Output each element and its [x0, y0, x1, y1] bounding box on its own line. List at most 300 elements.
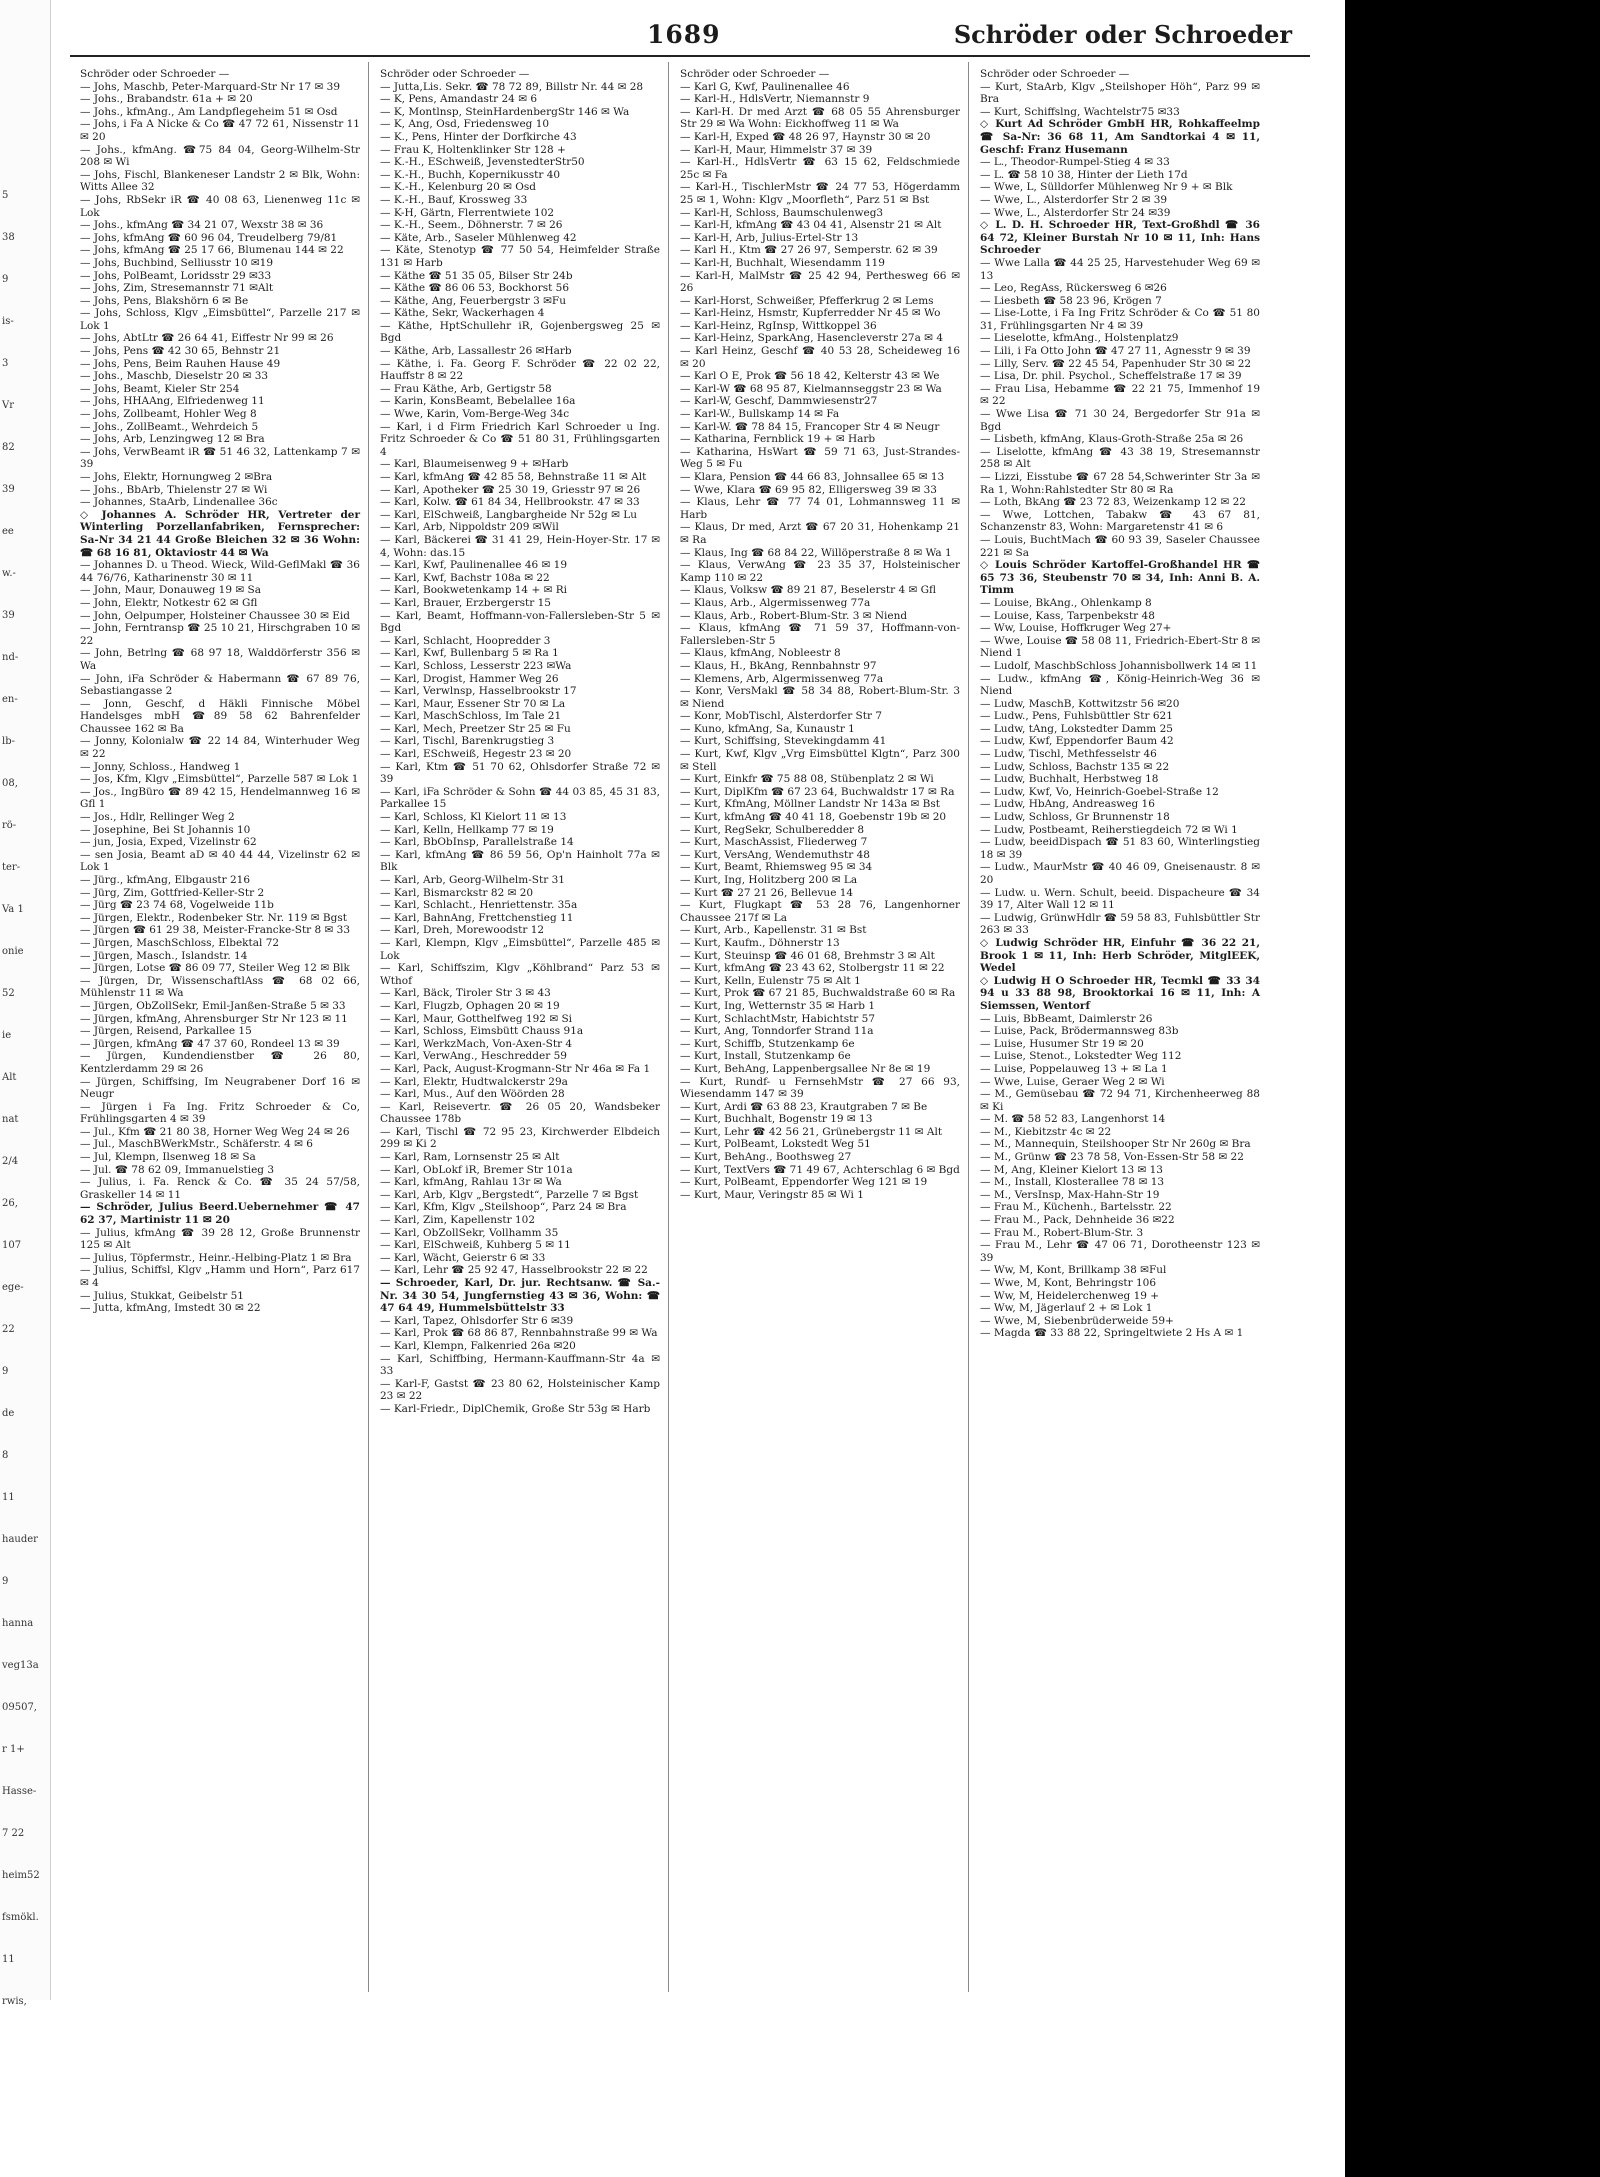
directory-entry: — M., Grünw ☎ 23 78 58, Von-Essen-Str 58 ✉ 22 [980, 1151, 1244, 1164]
directory-entry: — Kurt, BehAng, Lappenbergsallee Nr 8e ✉ 19 [680, 1062, 931, 1075]
directory-entry: — Karl, Bäckerei ☎ 31 41 29, Hein-Hoyer-Str. 17 ✉ 4, Wohn: das.15 [380, 533, 660, 559]
directory-entry: — Käte, Arb., Saseler Mühlenweg 42 [380, 231, 577, 244]
previous-page-fragment: 39 [2, 610, 15, 621]
directory-entry: — Lili, i Fa Otto John ☎ 47 27 11, Agnesstr 9 ✉ 39 [980, 345, 1251, 358]
previous-page-fragment: 2/4 [2, 1156, 19, 1167]
directory-entry: — Jürg ☎ 23 74 68, Vogelweide 11b [80, 899, 274, 912]
directory-entry: — Karl, Arb, Nippoldstr 209 ✉Wil [380, 521, 559, 534]
directory-entry: — Louise, BkAng., Ohlenkamp 8 [980, 596, 1152, 609]
directory-entry: — Ludw, Tischl, Methfesselstr 46 [980, 748, 1157, 761]
previous-page-fragment: 09507, [2, 1702, 37, 1713]
directory-entry: — Johs, Elektr, Hornungweg 2 ✉Bra [80, 471, 273, 483]
previous-page-fragment: 38 [2, 232, 15, 243]
directory-entry: — Karl, Kelln, Hellkamp 77 ✉ 19 [380, 823, 554, 836]
directory-entry: — Lise-Lotte, i Fa Ing Fritz Schröder & Co ☎ 51 80 31, Frühlingsgarten Nr 4 ✉ 39 [980, 307, 1260, 332]
directory-entry: — Wwe Lisa ☎ 71 30 24, Bergedorfer Str 91a ✉ Bgd [980, 408, 1260, 433]
directory-entry: — Jürgen, ObZollSekr, Emil-Janßen-Straße 5 ✉ 33 [80, 999, 346, 1012]
previous-page-fragment: 3 [2, 358, 9, 369]
directory-entry: — Karl, Verwlnsp, Hasselbrookstr 17 [380, 685, 577, 698]
directory-entry: — Karin, KonsBeamt, Bebelallee 16a [380, 395, 576, 408]
directory-entry: — Jul. ☎ 78 62 09, Immanuelstieg 3 [80, 1163, 275, 1176]
directory-page [62, 0, 1344, 2000]
directory-entry: — Jürgen, Kundendienstber ☎ 26 80, Kentzlerdamm 29 ✉ 26 [80, 1050, 360, 1075]
directory-entry: — Luis, BbBeamt, Daimlerstr 26 [980, 1012, 1153, 1025]
directory-entry: — Karl, Apotheker ☎ 25 30 19, Griesstr 97 ✉ 26 [380, 483, 641, 496]
previous-page-fragment: w.- [2, 568, 16, 579]
directory-entry: — Karl, Beamt, Hoffmann-von-Fallersleben-Str 5 ✉ Bgd [380, 609, 660, 635]
directory-entry: — Johs, i Fa A Nicke & Co ☎ 47 72 61, Nissenstr 11 ✉ 20 [80, 118, 360, 143]
directory-entry: — Ludw, tAng, Lokstedter Damm 25 [980, 722, 1173, 735]
directory-entry: — Karl-H., TischlerMstr ☎ 24 77 53, Högerdamm 25 ✉ 1, Wohn: Klgv „Moorfleth“, Parz 51 ✉ Bst [680, 181, 960, 206]
directory-entry: — Johs., kfmAng., Am Landpflegeheim 51 ✉ Osd [80, 105, 338, 118]
directory-entry: — Jutta, kfmAng, Imstedt 30 ✉ 22 [80, 1302, 261, 1315]
directory-entry: — K, Ang, Osd, Friedensweg 10 [380, 118, 550, 131]
directory-entry: — Kurt, Kelln, Eulenstr 75 ✉ Alt 1 [680, 974, 861, 987]
directory-entry: — Kurt, MaschAssist, Fliederweg 7 [680, 836, 868, 849]
directory-entry: — Karl-Heinz, RgInsp, Wittkoppel 36 [680, 319, 877, 332]
directory-entry: — Katharina, Fernblick 19 + ✉ Harb [680, 433, 876, 446]
directory-entry: — Klaus, Volksw ☎ 89 21 87, Beselerstr 4 ✉ Gfl [680, 584, 936, 597]
previous-page-fragment: nat [2, 1114, 19, 1125]
directory-entry: — Kurt, Ing, Wetternstr 35 ✉ Harb 1 [680, 999, 875, 1012]
directory-entry: — Ludw., Pens, Fuhlsbüttler Str 621 [980, 710, 1173, 723]
directory-entry: — Johannes D. u Theod. Wieck, Wild-GeflMakl ☎ 36 44 76/76, Katharinenstr 30 ✉ 11 [80, 559, 360, 584]
directory-entry: — Karl-Horst, Schweißer, Pfefferkrug 2 ✉ Lems [680, 294, 934, 307]
directory-entry: — Karl, Maur, Essener Str 70 ✉ La [380, 697, 566, 710]
directory-entry: — Karl, Kfm, Klgv „Steilshoop“, Parz 24 ✉ Bra [380, 1201, 627, 1214]
directory-entry: — Karl-W ☎ 68 95 87, Kielmannseggstr 23 ✉ Wa [680, 382, 942, 395]
directory-entry: — Karl, Elektr, Hudtwalckerstr 29a [380, 1075, 568, 1088]
directory-entry: — Jos, Kfm, Klgv „Eimsbüttel“, Parzelle 587 ✉ Lok 1 [80, 773, 359, 786]
directory-entry: — Karl, WerkzMach, Von-Axen-Str 4 [380, 1037, 573, 1050]
directory-entry: — Lisa, Dr. phil. Psychol., Scheffelstraße 17 ✉ 39 [980, 370, 1242, 383]
previous-page-fragment: 9 [2, 274, 9, 285]
directory-entry: — Karl, Bismarckstr 82 ✉ 20 [380, 886, 534, 899]
previous-page-fragment: 107 [2, 1240, 22, 1251]
previous-page-fragment: hanna [2, 1618, 34, 1629]
directory-entry: ◇ Kurt Ad Schröder GmbH HR, Rohkaffeelmp ☎ Sa-Nr: 36 68 11, Am Sandtorkai 4 ✉ 11, Geschf: Franz Husemann [980, 118, 1260, 156]
directory-entry: — Karl, VerwAng., Heschredder 59 [380, 1050, 567, 1063]
directory-entry: — Wwe, L., Alsterdorfer Str 2 ✉ 39 [980, 193, 1168, 206]
column-divider [368, 62, 369, 1992]
directory-entry: — Ludw, beeidDispach ☎ 51 83 60, Winterlingstieg 18 ✉ 39 [980, 836, 1260, 861]
previous-page-fragment: 39 [2, 484, 15, 495]
directory-entry: — Karl, Ram, Lornsenstr 25 ✉ Alt [380, 1151, 560, 1164]
previous-page-fragment: de [2, 1408, 15, 1419]
directory-entry: — Louis, BuchtMach ☎ 60 93 39, Saseler Chaussee 221 ✉ Sa [980, 533, 1260, 559]
directory-entry: — Lilly, Serv. ☎ 22 45 54, Papenhuder Str 30 ✉ 22 [980, 357, 1252, 370]
directory-entry: — Karl, Kolw. ☎ 61 84 34, Hellbrookstr. 47 ✉ 33 [380, 496, 640, 509]
directory-entry: — Johs., ZollBeamt., Wehrdeich 5 [80, 420, 259, 433]
directory-entry: — Kurt, Lehr ☎ 42 56 21, Grünebergstr 11 ✉ Alt [680, 1125, 943, 1138]
directory-entry: — K.-H., Buchh, Kopernikusstr 40 [380, 168, 561, 181]
directory-entry: — Wwe, Klara ☎ 69 95 82, Elligersweg 39 ✉ 33 [680, 483, 937, 496]
directory-entry: — Kuno, kfmAng, Sa, Kunaustr 1 [680, 722, 855, 735]
directory-entry: — Ludw, MaschB, Kottwitzstr 56 ✉20 [980, 697, 1180, 710]
previous-page-fragment: fsmökl. [2, 1912, 39, 1923]
directory-entry: — Kurt, Schiffsing, Stevekingdamm 41 [680, 735, 887, 748]
directory-entry: — Kurt, Maur, Veringstr 85 ✉ Wi 1 [680, 1188, 864, 1201]
directory-entry: — Karl-H, Exped ☎ 48 26 97, Haynstr 30 ✉ 20 [680, 130, 931, 143]
directory-entry: — Karl O E, Prok ☎ 56 18 42, Kelterstr 43 ✉ We [680, 370, 940, 383]
directory-entry: — Karl H., Ktm ☎ 27 26 97, Semperstr. 62 ✉ 39 [680, 244, 938, 257]
directory-entry: — Luise, Husumer Str 19 ✉ 20 [980, 1037, 1144, 1050]
directory-entry: — Jos., IngBüro ☎ 89 42 15, Hendelmannweg 16 ✉ Gfl 1 [80, 785, 360, 811]
directory-entry: — Ludw, Kwf, Vo, Heinrich-Goebel-Straße 12 [980, 785, 1219, 798]
previous-page-fragment: 26, [2, 1198, 18, 1209]
previous-page-fragment: 11 [2, 1492, 15, 1503]
directory-entry: — Kurt, StaArb, Klgv „Steilshoper Höh“, Parz 99 ✉ Bra [980, 80, 1260, 106]
previous-page-fragment: onie [2, 946, 24, 957]
directory-entry: — Jürgen, kfmAng ☎ 47 37 60, Rondeel 13 ✉ 39 [80, 1037, 340, 1050]
directory-entry: — Kurt, Beamt, Rhiemsweg 95 ✉ 34 [680, 861, 873, 874]
directory-column-3 [680, 68, 960, 1201]
previous-page-fragment: nd- [2, 652, 19, 663]
directory-entry: — Karl, Klempn, Falkenried 26a ✉20 [380, 1339, 576, 1352]
directory-entry: — Karl, Tischl, Barenkrugstieg 3 [380, 735, 555, 748]
directory-entry: — Johs, Buchbind, Selliusstr 10 ✉19 [80, 256, 274, 269]
directory-entry: — M, Ang, Kleiner Kielort 13 ✉ 13 [980, 1163, 1163, 1176]
directory-entry: — Käthe, HptSchullehr iR, Gojenbergsweg 25 ✉ Bgd [380, 319, 660, 345]
directory-entry: — Kurt, Install, Stutzenkamp 6e [680, 1050, 851, 1063]
previous-page-fragment: 8 [2, 1450, 9, 1461]
directory-entry: — Karl, Schloss, Kl Kielort 11 ✉ 13 [380, 811, 567, 824]
directory-entry: — Karl-Friedr., DiplChemik, Große Str 53g ✉ Harb [380, 1402, 651, 1415]
directory-entry: — Kurt ☎ 27 21 26, Bellevue 14 [680, 886, 854, 899]
directory-entry: — Ww, Louise, Hoffkruger Weg 27+ [980, 622, 1172, 635]
directory-entry: — K.-H., ESchweiß, JevenstedterStr50 [380, 156, 585, 169]
directory-entry: — Johs, VerwBeamt iR ☎ 51 46 32, Lattenkamp 7 ✉ 39 [80, 445, 360, 471]
directory-entry: — Karl-Heinz, SparkAng, Hasencleverstr 27a ✉ 4 [680, 332, 944, 345]
directory-entry: — Karl, Dreh, Morewoodstr 12 [380, 924, 545, 937]
directory-entry: — Frau M., Lehr ☎ 47 06 71, Dorotheenstr 123 ✉ 39 [980, 1239, 1260, 1264]
directory-entry: — Wwe, Lottchen, Tabakw ☎ 43 67 81, Schanzenstr 83, Wohn: Margaretenstr 41 ✉ 6 [980, 508, 1260, 534]
directory-entry: — Kurt, PolBeamt, Lokstedt Weg 51 [680, 1138, 871, 1151]
previous-page-fragment: Va 1 [2, 904, 24, 915]
previous-page-fragment: is- [2, 316, 14, 327]
column-divider [968, 62, 969, 1992]
directory-entry: — Kurt, RegSekr, Schulberedder 8 [680, 823, 865, 836]
previous-page-fragment: 22 [2, 1324, 15, 1335]
directory-entry: — Johannes, StaArb, Lindenallee 36c [80, 496, 278, 509]
directory-entry: — Käthe, Sekr, Wackerhagen 4 [380, 307, 545, 320]
directory-entry: — Schröder, Julius Beerd.Uebernehmer ☎ 47 62 37, Martinistr 11 ✉ 20 [80, 1201, 360, 1227]
directory-entry: — Ludolf, MaschbSchloss Johannisbollwerk 14 ✉ 11 [980, 659, 1258, 672]
directory-entry: — Jul, Klempn, Ilsenweg 18 ✉ Sa [80, 1151, 256, 1164]
directory-entry: — Jonny, Schloss., Handweg 1 [80, 760, 241, 773]
directory-entry: — K-H, Gärtn, Flerrentwiete 102 [380, 206, 555, 219]
directory-entry: — Karl, ElSchweiß, Langbargheide Nr 52g ✉ Lu [380, 508, 637, 521]
directory-entry: — Karl, Mus., Auf den Wöörden 28 [380, 1088, 565, 1101]
directory-entry: — Leo, RegAss, Rückersweg 6 ✉26 [980, 282, 1167, 295]
directory-entry: — Johs, Zollbeamt, Hohler Weg 8 [80, 408, 257, 421]
directory-entry: — Jürgen, Masch., Islandstr. 14 [80, 949, 248, 962]
directory-entry: — Wwe, Karin, Vom-Berge-Weg 34c [380, 408, 570, 421]
directory-entry: — Kurt, Ardi ☎ 63 88 23, Krautgraben 7 ✉ Be [680, 1100, 928, 1113]
directory-entry: — Jürgen, Reisend, Parkallee 15 [80, 1025, 252, 1038]
directory-entry: — K.-H., Bauf, Krossweg 33 [380, 193, 528, 206]
directory-column-4 [980, 68, 1260, 1340]
directory-entry: — Karl, Mech, Preetzer Str 25 ✉ Fu [380, 722, 571, 735]
directory-entry: — Jutta,Lis. Sekr. ☎ 78 72 89, Billstr Nr. 44 ✉ 28 [380, 80, 644, 93]
directory-entry: — Kurt, Einkfr ☎ 75 88 08, Stübenplatz 2 ✉ Wi [680, 773, 934, 786]
directory-entry: — Karl, ObZollSekr, Vollhamm 35 [380, 1226, 559, 1239]
directory-entry: — Wwe, L, Sülldorfer Mühlenweg Nr 9 + ✉ Blk [980, 181, 1233, 194]
directory-entry: — Klaus, VerwAng ☎ 23 35 37, Holsteinischer Kamp 110 ✉ 22 [680, 559, 960, 584]
directory-entry: — Jürg, Zim, Gottfried-Keller-Str 2 [80, 886, 265, 899]
directory-entry: — Klara, Pension ☎ 44 66 83, Johnsallee 65 ✉ 13 [680, 471, 945, 483]
directory-entry: — Karl, Drogist, Hammer Weg 26 [380, 672, 559, 685]
directory-entry: — Karl-H., HdlsVertr ☎ 63 15 62, Feldschmiede 25c ✉ Fa [680, 156, 960, 181]
directory-entry: — Wwe, L., Alsterdorfer Str 24 ✉39 [980, 206, 1171, 219]
directory-entry: — Klaus, Dr med, Arzt ☎ 67 20 31, Hohenkamp 21 ✉ Ra [680, 521, 960, 546]
directory-entry: — M., Mannequin, Steilshooper Str Nr 260g ✉ Bra [980, 1138, 1251, 1151]
directory-entry: — Frau M., Robert-Blum-Str. 3 [980, 1226, 1144, 1239]
directory-entry: — Karl, Blaumeisenweg 9 + ✉Harb [380, 458, 569, 471]
column-heading: Schröder oder Schroeder — [680, 68, 830, 80]
directory-column-2 [380, 68, 660, 1416]
directory-entry: — K, Montlnsp, SteinHardenbergStr 146 ✉ Wa [380, 105, 630, 118]
directory-entry: — Karl, Klempn, Klgv „Eimsbüttel“, Parzelle 485 ✉ Lok [380, 936, 660, 962]
previous-page-fragment: ee [2, 526, 14, 537]
directory-entry: — Johs., kfmAng. ☎75 84 04, Georg-Wilhelm-Str 208 ✉ Wi [80, 143, 360, 169]
previous-page-fragment: hauder [2, 1534, 38, 1545]
directory-entry: — Kurt, Steuinsp ☎ 46 01 68, Brehmstr 3 ✉ Alt [680, 949, 935, 962]
directory-entry: — Ludw, Schloss, Bachstr 135 ✉ 22 [980, 760, 1170, 773]
directory-entry: — Klaus, Lehr ☎ 77 74 01, Lohmannsweg 11 ✉ Harb [680, 496, 960, 521]
previous-page-fragment: 9 [2, 1576, 9, 1587]
directory-entry: — Julius, Töpfermstr., Heinr.-Helbing-Platz 1 ✉ Bra [80, 1251, 352, 1264]
directory-entry: — Jürgen, Dr, WissenschaftlAss ☎ 68 02 66, Mühlenstr 11 ✉ Wa [80, 974, 360, 1000]
directory-entry: — Kurt, Kaufm., Döhnerstr 13 [680, 936, 840, 949]
directory-entry: — Karl, Arb, Klgv „Bergstedt“, Parzelle 7 ✉ Bgst [380, 1188, 639, 1201]
directory-entry: — Kurt, kfmAng ☎ 40 41 18, Goebenstr 19b ✉ 20 [680, 811, 947, 824]
directory-entry: — Karl, Tischl ☎ 72 95 23, Kirchwerder Elbdeich 299 ✉ Ki 2 [380, 1125, 660, 1151]
directory-entry: — Lieselotte, kfmAng., Holstenplatz9 [980, 332, 1179, 345]
directory-entry: — Louise, Kass, Tarpenbekstr 48 [980, 609, 1155, 622]
previous-page-edge [0, 0, 51, 2007]
directory-entry: — Kurt, SchlachtMstr, Habichtstr 57 [680, 1012, 876, 1025]
directory-entry: — Johs, Pens, Blakshörn 6 ✉ Be [80, 294, 249, 307]
directory-entry: — Käthe, Ang, Feuerbergstr 3 ✉Fu [380, 294, 566, 307]
directory-entry: ◇ L. D. H. Schroeder HR, Text-Großhdl ☎ 36 64 72, Kleiner Burstah Nr 10 ✉ 11, Inh: Hans Schroeder [980, 219, 1260, 257]
column-heading: Schröder oder Schroeder — [80, 68, 230, 80]
directory-entry: — Karl-H. Dr med Arzt ☎ 68 05 55 Ahrensburger Str 29 ✉ Wa Wohn: Eickhoffweg 11 ✉ Wa [680, 105, 960, 131]
directory-entry: — Karl, Reisevertr. ☎ 26 05 20, Wandsbeker Chaussee 178b [380, 1100, 660, 1126]
directory-entry: — K.-H., Kelenburg 20 ✉ Osd [380, 181, 536, 194]
directory-entry: — Kurt, Schiffslng, Wachtelstr75 ✉33 [980, 105, 1180, 118]
directory-entry: — Jürgen, kfmAng, Ahrensburger Str Nr 123 ✉ 11 [80, 1012, 348, 1025]
previous-page-fragment: rwis, [2, 1996, 27, 2007]
directory-entry: — Karl, ObLokf iR, Bremer Str 101a [380, 1163, 573, 1176]
directory-entry: — Käthe, Arb, Lassallestr 26 ✉Harb [380, 345, 572, 358]
directory-entry: — Jos., Hdlr, Rellinger Weg 2 [80, 811, 235, 824]
column-divider [668, 62, 669, 1992]
page-number: 1689 [647, 20, 721, 49]
previous-page-fragment: 52 [2, 988, 15, 999]
scan-border [1345, 0, 1600, 2177]
directory-entry: — Johs., Maschb, Dieselstr 20 ✉ 33 [80, 370, 269, 383]
directory-entry: ◇ Louis Schröder Kartoffel-Großhandel HR ☎ 65 73 36, Steubenstr 70 ✉ 34, Inh: Anni B. A. Timm [980, 559, 1260, 597]
directory-entry: — Karl, Ktm ☎ 51 70 62, Ohlsdorfer Straße 72 ✉ 39 [380, 760, 660, 786]
directory-entry: — Karl, i d Firm Friedrich Karl Schroeder u Ing. Fritz Schroeder & Co ☎ 51 80 31, Frühlingsgarten 4 [380, 420, 660, 458]
directory-entry: — Karl-H, kfmAng ☎ 43 04 41, Alsenstr 21 ✉ Alt [680, 219, 942, 232]
directory-entry: — Karl, Maur, Gotthelfweg 192 ✉ Si [380, 1012, 573, 1025]
directory-entry: — Klaus, Arb., Robert-Blum-Str. 3 ✉ Niend [680, 609, 908, 622]
directory-entry: — Johs, Schloss, Klgv „Eimsbüttel“, Parzelle 217 ✉ Lok 1 [80, 307, 360, 332]
directory-entry: — Kurt, Ing, Holitzberg 200 ✉ La [680, 874, 858, 886]
directory-entry: — Wwe Lalla ☎ 44 25 25, Harvestehuder Weg 69 ✉ 13 [980, 256, 1260, 282]
directory-entry: — Johs., BbArb, Thielenstr 27 ✉ Wi [80, 483, 268, 496]
directory-entry: — Karl, Schiffszim, Klgv „Köhlbrand“ Parz 53 ✉ Wthof [380, 962, 660, 987]
previous-page-fragment: 08, [2, 778, 18, 789]
directory-entry: ◇ Johannes A. Schröder HR, Vertreter der Winterling Porzellanfabriken, Fernsprecher: Sa-Nr 34 21 44 Große Bleichen 32 ✉ 36 Wohn: ☎ 68 16 81, Oktaviostr 44 ✉ Wa [80, 508, 360, 559]
directory-entry: — Johs, PolBeamt, Loridsstr 29 ✉33 [80, 269, 272, 282]
directory-entry: — Karl, Arb, Georg-Wilhelm-Str 31 [380, 874, 565, 886]
directory-entry: — Karl, Bäck, Tiroler Str 3 ✉ 43 [380, 987, 551, 1000]
previous-page-fragment: 82 [2, 442, 15, 453]
directory-entry: — Jonn, Geschf, d Häkli Finnische Möbel Handelsges mbH ☎89 58 62 Bahrenfelder Chaussee 162 ✉ Ba [80, 697, 360, 735]
directory-entry: — Käte, Stenotyp ☎ 77 50 54, Heimfelder Straße 131 ✉ Harb [380, 244, 660, 269]
directory-entry: — Karl, Tapez, Ohlsdorfer Str 6 ✉39 [380, 1314, 574, 1327]
directory-entry: — jun, Josia, Exped, Vizelinstr 62 [80, 836, 257, 849]
directory-entry: — Karl, Schlacht, Hoopredder 3 [380, 634, 551, 647]
previous-page-fragment: r 1+ [2, 1744, 25, 1755]
directory-entry: — Katharina, HsWart ☎ 59 71 63, Just-Strandes-Weg 5 ✉ Fu [680, 445, 960, 471]
directory-entry: — Jürgen, MaschSchloss, Elbektal 72 [80, 936, 280, 949]
directory-entry: — Klaus, kfmAng ☎ 71 59 37, Hoffmann-von-Fallersleben-Str 5 [680, 622, 960, 647]
directory-entry: — Karl, Schloss, Eimsbütt Chauss 91a [380, 1025, 584, 1038]
directory-entry: — Wwe, M, Siebenbrüderweide 59+ [980, 1314, 1174, 1327]
previous-page-fragment: 11 [2, 1954, 15, 1965]
directory-entry: — Kurt, Arb., Kapellenstr. 31 ✉ Bst [680, 924, 867, 937]
directory-entry: — Luise, Poppelauweg 13 + ✉ La 1 [980, 1062, 1168, 1075]
directory-entry: — Jürgen, Lotse ☎ 86 09 77, Steiler Weg 12 ✉ Blk [80, 962, 350, 975]
directory-entry: — Kurt, KfmAng, Möllner Landstr Nr 143a ✉ Bst [680, 798, 941, 811]
directory-entry: — Ww, M, Kont, Brillkamp 38 ✉Ful [980, 1264, 1167, 1277]
directory-entry: — Karl-W, Geschf, Dammwiesenstr27 [680, 395, 878, 408]
directory-entry: — Karl, iFa Schröder & Sohn ☎ 44 03 85, 45 31 83, Parkallee 15 [380, 785, 660, 811]
directory-entry: — K, Pens, Amandastr 24 ✉ 6 [380, 93, 538, 106]
directory-entry: — Johs, kfmAng ☎ 25 17 66, Blumenau 144 ✉ 22 [80, 244, 344, 257]
directory-entry: — Klemens, Arb, Algermissenweg 77a [680, 672, 884, 685]
directory-entry: — Karl-H, Schloss, Baumschulenweg3 [680, 206, 884, 219]
directory-entry: — Käthe ☎ 51 35 05, Bilser Str 24b [380, 269, 573, 282]
directory-entry: ◇ Ludwig Schröder HR, Einfuhr ☎ 36 22 21, Brook 1 ✉ 11, Inh: Herb Schröder, MitglEEK, Wedel [980, 936, 1260, 975]
directory-entry: — Karl-H, Buchhalt, Wiesendamm 119 [680, 256, 885, 269]
directory-entry: — Johs, kfmAng ☎ 60 96 04, Treudelberg 79/81 [80, 231, 338, 244]
directory-entry: — M., Gemüsebau ☎ 72 94 71, Kirchenheerweg 88 ✉ Ki [980, 1088, 1260, 1113]
directory-entry: — Karl, Schlacht., Henriettenstr. 35a [380, 899, 578, 912]
directory-entry: — Kurt, Rundf- u FernsehMstr ☎ 27 66 93, Wiesendamm 147 ✉ 39 [680, 1075, 960, 1101]
directory-entry: — Karl, Lehr ☎ 25 92 47, Hasselbrookstr 22 ✉ 22 [380, 1264, 648, 1277]
directory-entry: — Kurt, Schiffb, Stutzenkamp 6e [680, 1037, 855, 1050]
directory-entry: — Ww, M, Heidelerchenweg 19 + [980, 1289, 1160, 1302]
directory-entry: — Kurt, Prok ☎ 67 21 85, Buchwaldstraße 60 ✉ Ra [680, 987, 956, 1000]
directory-entry: — Ludw, Schloss, Gr Brunnenstr 18 [980, 811, 1170, 824]
directory-entry: — Käthe ☎ 86 06 53, Bockhorst 56 [380, 282, 570, 295]
directory-entry: — Johs, Maschb, Peter-Marquard-Str Nr 17 ✉ 39 [80, 80, 341, 93]
directory-entry: — Johs, RbSekr iR ☎ 40 08 63, Lienenweg 11c ✉ Lok [80, 193, 360, 219]
directory-entry: — Frau K, Holtenklinker Str 128 + [380, 143, 566, 156]
directory-entry: — Jul., MaschBWerkMstr., Schäferstr. 4 ✉ 6 [80, 1138, 313, 1151]
directory-entry: — Lizzi, Eisstube ☎ 67 28 54,Schwerinter Str 3a ✉ Ra 1, Wohn:Rahlstedter Str 80 ✉ Ra [980, 471, 1260, 496]
previous-page-fragment: heim52 [2, 1870, 40, 1881]
directory-entry: — Julius, Stukkat, Geibelstr 51 [80, 1289, 244, 1302]
directory-entry: — Karl, ElSchweiß, Kuhberg 5 ✉ 11 [380, 1239, 571, 1252]
directory-entry: ◇ Ludwig H O Schroeder HR, Tecmkl ☎ 33 34 94 u 33 88 98, Brooktorkai 16 ✉ 11, Inh: A Siemssen, Wentorf [980, 974, 1260, 1012]
directory-entry: — Karl, BbObInsp, Parallelstraße 14 [380, 836, 574, 849]
directory-entry: — John, Maur, Donauweg 19 ✉ Sa [80, 584, 261, 597]
directory-entry: — Karl, BahnAng, Frettchenstieg 11 [380, 911, 574, 924]
directory-entry: — Karl, Bookwetenkamp 14 + ✉ Ri [380, 584, 567, 597]
directory-entry: — Karl-Heinz, Hsmstr, Kupferredder Nr 45 ✉ Wo [680, 307, 941, 320]
directory-entry: — Kurt, PolBeamt, Eppendorfer Weg 121 ✉ 19 [680, 1176, 928, 1189]
directory-entry: — Johs, Zim, Stresemannstr 71 ✉Alt [80, 282, 274, 295]
directory-entry: — Ludw., MaurMstr ☎ 40 46 09, Gneisenaustr. 8 ✉ 20 [980, 861, 1260, 886]
directory-entry: — John, iFa Schröder & Habermann ☎ 67 89 76, Sebastiangasse 2 [80, 672, 360, 698]
directory-entry: — Johs, AbtLtr ☎ 26 64 41, Eiffestr Nr 99 ✉ 26 [80, 332, 334, 345]
directory-entry: — Ludw, Kwf, Eppendorfer Baum 42 [980, 735, 1174, 748]
directory-entry: — Kurt, Buchhalt, Bogenstr 19 ✉ 13 [680, 1113, 873, 1126]
directory-entry: — M., VersInsp, Max-Hahn-Str 19 [980, 1188, 1160, 1201]
previous-page-fragment: ter- [2, 862, 21, 873]
directory-entry: — Ludw., kfmAng ☎, König-Heinrich-Weg 36 ✉ Niend [980, 672, 1260, 698]
directory-entry: — Kurt, Flugkapt ☎ 53 28 76, Langenhorner Chaussee 217f ✉ La [680, 899, 960, 924]
directory-entry: — Karl, Kwf, Paulinenallee 46 ✉ 19 [380, 559, 568, 572]
directory-entry: — Karl, Kwf, Bachstr 108a ✉ 22 [380, 571, 550, 584]
previous-page-fragment: 9 [2, 1366, 9, 1377]
directory-entry: — L. ☎ 58 10 38, Hinter der Lieth 17d [980, 168, 1188, 181]
directory-entry: — Klaus, Arb., Algermissenweg 77a [680, 596, 871, 609]
directory-column-1 [80, 68, 360, 1315]
previous-page-fragment: ege- [2, 1282, 24, 1293]
directory-entry: — Karl-H, MalMstr ☎ 25 42 94, Perthesweg 66 ✉ 26 [680, 269, 960, 295]
directory-entry: — Karl, MaschSchloss, Im Tale 21 [380, 710, 562, 723]
directory-entry: — M., Kiebitzstr 4c ✉ 22 [980, 1125, 1112, 1138]
directory-entry: — Karl, Schiffbing, Hermann-Kauffmann-Str 4a ✉ 33 [380, 1352, 660, 1378]
directory-entry: — Wwe, Louise ☎ 58 08 11, Friedrich-Ebert-Str 8 ✉ Niend 1 [980, 634, 1260, 660]
directory-entry: — Karl, kfmAng, Rahlau 13r ✉ Wa [380, 1176, 562, 1189]
directory-entry: — Jonny, Kolonialw ☎ 22 14 84, Winterhuder Weg ✉ 22 [80, 735, 360, 761]
previous-page-fragment: Alt [2, 1072, 17, 1083]
directory-entry: — Jürgen i Fa Ing. Fritz Schroeder & Co, Frühlingsgarten 4 ✉ 39 [80, 1100, 360, 1126]
directory-entry: — Karl, Pack, August-Krogmann-Str Nr 46a ✉ Fa 1 [380, 1062, 651, 1075]
column-heading: Schröder oder Schroeder — [980, 68, 1130, 80]
directory-entry: — M. ☎ 58 52 83, Langenhorst 14 [980, 1113, 1166, 1126]
directory-entry: — Julius, i. Fa. Renck & Co. ☎ 35 24 57/58, Graskeller 14 ✉ 11 [80, 1176, 360, 1201]
directory-entry: — Ludw, Postbeamt, Reiherstiegdeich 72 ✉ Wi 1 [980, 823, 1238, 836]
directory-entry: — Karl-W. ☎ 78 84 15, Francoper Str 4 ✉ Neugr [680, 420, 940, 433]
directory-entry: — Karl-H, Arb, Julius-Ertel-Str 13 [680, 231, 859, 244]
directory-entry: — Karl, kfmAng ☎ 42 85 58, Behnstraße 11 ✉ Alt [380, 471, 647, 483]
header-rule [70, 55, 1310, 57]
directory-entry: — Karl, Prok ☎ 68 86 87, Rennbahnstraße 99 ✉ Wa [380, 1327, 658, 1340]
directory-entry: — Karl, ESchweiß, Hegestr 23 ✉ 20 [380, 748, 572, 761]
directory-entry: — Karl-W., Bullskamp 14 ✉ Fa [680, 408, 840, 421]
directory-entry: — Ludw. u. Wern. Schult, beeid. Dispacheure ☎ 34 39 17, Alter Wall 12 ✉ 11 [980, 886, 1260, 912]
directory-entry: — Johs, Arb, Lenzingweg 12 ✉ Bra [80, 433, 265, 446]
directory-entry: — Jürg., kfmAng, Elbgaustr 216 [80, 874, 251, 886]
directory-entry: — Schroeder, Karl, Dr. jur. Rechtsanw. ☎ Sa.-Nr. 34 30 54, Jungfernstieg 43 ✉ 36, Wohn: ☎ 47 64 49, Hummelsbüttelstr 33 [380, 1277, 660, 1315]
previous-page-fragment: ie [2, 1030, 12, 1041]
directory-entry: — Karl, Wächt, Geierstr 6 ✉ 33 [380, 1251, 546, 1264]
directory-entry: — John, Ferntransp ☎ 25 10 21, Hirschgraben 10 ✉ 22 [80, 622, 360, 647]
directory-entry: — Johs, Fischl, Blankeneser Landstr 2 ✉ Blk, Wohn: Witts Allee 32 [80, 168, 360, 194]
directory-entry: — Frau M., Küchenh., Bartelsstr. 22 [980, 1201, 1172, 1214]
directory-entry: — Karl, kfmAng ☎ 86 59 56, Op'n Hainholt 77a ✉ Blk [380, 848, 660, 874]
directory-entry: — Kurt, BehAng., Boothsweg 27 [680, 1151, 852, 1164]
